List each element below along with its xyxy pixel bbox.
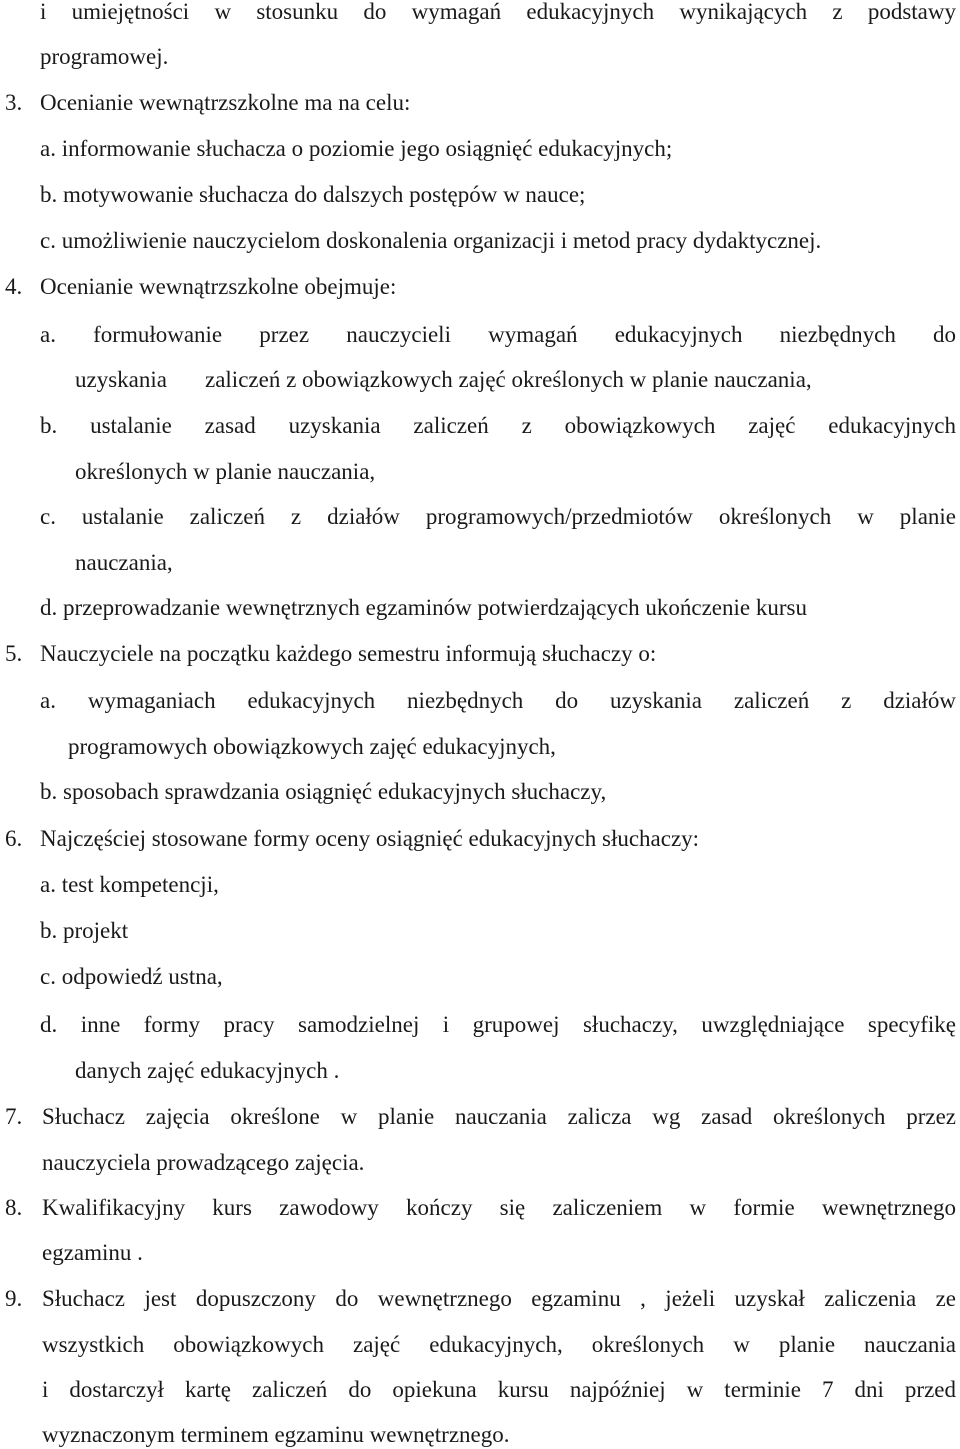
item-7-line-2: nauczyciela prowadzącego zajęcia. [42, 1150, 365, 1175]
item-6-d-line-2: danych zajęć edukacyjnych . [75, 1058, 340, 1083]
item-4-a-line-1: a. formułowanie przez nauczycieli wymagań edukacyjnych niezbędnych do [40, 322, 956, 347]
item-4-c-line-1: c. ustalanie zaliczeń z działów programowych/przedmiotów określonych w planie [40, 504, 956, 529]
intro-line-2: programowej. [40, 44, 169, 69]
item-6-c: c. odpowiedź ustna, [40, 964, 223, 989]
item-8-line-2: egzaminu . [42, 1240, 143, 1265]
item-4-a-line-2b: zaliczeń z obowiązkowych zajęć określonych w planie nauczania, [205, 367, 812, 392]
item-4-b-line-1: b. ustalanie zasad uzyskania zaliczeń z obowiązkowych zajęć edukacyjnych [40, 413, 956, 438]
item-4-c-line-2: nauczania, [75, 550, 173, 575]
item-9-line-4: wyznaczonym terminem egzaminu wewnętrznego. [42, 1422, 510, 1447]
item-3-heading: Ocenianie wewnątrzszkolne ma na celu: [40, 90, 411, 115]
intro-line-1: i umiejętności w stosunku do wymagań edukacyjnych wynikających z podstawy [40, 0, 956, 24]
item-9-line-3: i dostarczył kartę zaliczeń do opiekuna kursu najpóźniej w terminie 7 dni przed [42, 1377, 956, 1402]
item-4-b-line-2: określonych w planie nauczania, [75, 459, 376, 484]
item-7-number: 7. [5, 1104, 23, 1129]
item-4-number: 4. [5, 274, 23, 299]
item-4-a-line-2a: uzyskania [75, 367, 167, 392]
item-3-c: c. umożliwienie nauczycielom doskonalenia organizacji i metod pracy dydaktycznej. [40, 228, 822, 253]
item-4-heading: Ocenianie wewnątrzszkolne obejmuje: [40, 274, 397, 299]
item-8-number: 8. [5, 1195, 23, 1220]
item-9-line-1: Słuchacz jest dopuszczony do wewnętrznego egzaminu , jeżeli uzyskał zaliczenia ze [42, 1286, 956, 1311]
item-3-number: 3. [5, 90, 23, 115]
item-3-a: a. informowanie słuchacza o poziomie jego osiągnięć edukacyjnych; [40, 136, 673, 161]
item-6-heading: Najczęściej stosowane formy oceny osiągnięć edukacyjnych słuchaczy: [40, 826, 700, 851]
item-6-d-line-1: d. inne formy pracy samodzielnej i grupowej słuchaczy, uwzględniające specyfikę [40, 1012, 956, 1037]
item-9-line-2: wszystkich obowiązkowych zajęć edukacyjnych, określonych w planie nauczania [42, 1332, 956, 1357]
item-5-a-line-1: a. wymaganiach edukacyjnych niezbędnych do uzyskania zaliczeń z działów [40, 688, 956, 713]
item-4-d: d. przeprowadzanie wewnętrznych egzaminów potwierdzających ukończenie kursu [40, 595, 807, 620]
item-5-heading: Nauczyciele na początku każdego semestru informują słuchaczy o: [40, 641, 657, 666]
item-6-a: a. test kompetencji, [40, 872, 219, 897]
item-5-a-line-2: programowych obowiązkowych zajęć edukacyjnych, [68, 734, 556, 759]
item-5-b: b. sposobach sprawdzania osiągnięć edukacyjnych słuchaczy, [40, 779, 607, 804]
item-6-number: 6. [5, 826, 23, 851]
item-5-number: 5. [5, 641, 23, 666]
item-9-number: 9. [5, 1286, 23, 1311]
item-7-line-1: Słuchacz zajęcia określone w planie nauczania zalicza wg zasad określonych przez [42, 1104, 956, 1129]
item-6-b: b. projekt [40, 918, 129, 943]
item-3-b: b. motywowanie słuchacza do dalszych postępów w nauce; [40, 182, 586, 207]
item-8-line-1: Kwalifikacyjny kurs zawodowy kończy się zaliczeniem w formie wewnętrznego [42, 1195, 956, 1220]
